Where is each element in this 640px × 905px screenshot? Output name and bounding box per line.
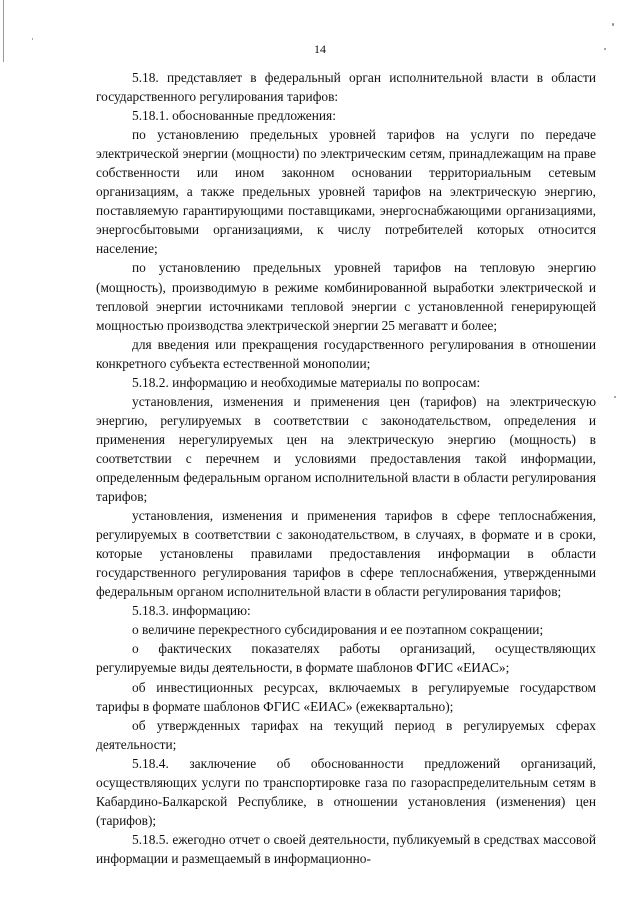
paragraph-tariffs-thermal-energy: по установлению предельных уровней тарифов на тепловую энергию (мощность), производимую в режиме комбинированной выработки электрической и тепловой энергии источниками тепловой энергии с установленной генерирующей мощностью производства электрической энергии 25 мегаватт и более; bbox=[96, 260, 596, 333]
paragraph-electric-prices: установления, изменения и применения цен (тарифов) на электрическую энергию, регулируемых в соответствии с законодательством, определения и применения нерегулируемых цен на электрическую энергию (мощность) в соответствии с перечнем и условиями предоставления такой информации, определенным федеральным органом исполнительной власти в области регулирования тарифов; bbox=[96, 393, 596, 505]
paragraph-5-18: 5.18. представляет в федеральный орган исполнительной власти в области государственного регулирования тарифов: bbox=[96, 70, 596, 105]
paragraph-approved-tariffs: об утвержденных тарифах на текущий период в регулируемых сферах деятельности; bbox=[96, 717, 596, 752]
paragraph-cross-subsidy: о величине перекрестного субсидирования и ее поэтапном сокращении; bbox=[132, 622, 544, 638]
scan-speck bbox=[612, 23, 614, 26]
scan-speck bbox=[614, 396, 616, 398]
page-number: 14 bbox=[314, 42, 326, 56]
paragraph-5-18-5: 5.18.5. ежегодно отчет о своей деятельности, публикуемый в средствах массовой информации и размещаемый в информационно- bbox=[96, 831, 596, 866]
paragraph-5-18-2: 5.18.2. информацию и необходимые материалы по вопросам: bbox=[132, 374, 481, 390]
paragraph-5-18-1: 5.18.1. обоснованные предложения: bbox=[132, 108, 336, 124]
scan-speck bbox=[32, 38, 33, 40]
paragraph-investment-resources: об инвестиционных ресурсах, включаемых в регулируемые государством тарифы в формате шаблонов ФГИС «ЕИАС» (ежеквартально); bbox=[96, 679, 596, 714]
paragraph-5-18-4: 5.18.4. заключение об обоснованности предложений организаций, осуществляющих услуги по транспортировке газа по газораспределительным сетям в Кабардино-Балкарской Республике, в отношении установления (изменения) цен (тарифов); bbox=[96, 755, 596, 828]
paragraph-heat-supply-tariffs: установления, изменения и применения тарифов в сфере теплоснабжения, регулируемых в соответствии с законодательством, в случаях, в формате и в сроки, которые установлены правилами предоставления информации в области государственного регулирования тарифов в сфере теплоснабжения, утвержденными федеральным органом исполнительной власти в области регулирования тарифов; bbox=[96, 508, 596, 600]
paragraph-5-18-3: 5.18.3. информацию: bbox=[132, 603, 251, 619]
document-body bbox=[96, 68, 596, 868]
paragraph-natural-monopoly: для введения или прекращения государственного регулирования в отношении конкретного субъекта естественной монополии; bbox=[96, 336, 596, 371]
paragraph-tariffs-electric-transmission: по установлению предельных уровней тарифов на услуги по передаче электрической энергии (мощности) по электрическим сетям, принадлежащим на праве собственности или ином законном основании территориальным сетевым организациям, а также предельных уровней тарифов на электрическую энергию, поставляемую гарантирующими поставщиками, энергоснабжающими организациями, энергосбытовыми организациями, к числу потребителей которых относится население; bbox=[96, 127, 596, 257]
paragraph-actual-indicators: о фактических показателях работы организаций, осуществляющих регулируемые виды деятельности, в формате шаблонов ФГИС «ЕИАС»; bbox=[96, 641, 596, 676]
